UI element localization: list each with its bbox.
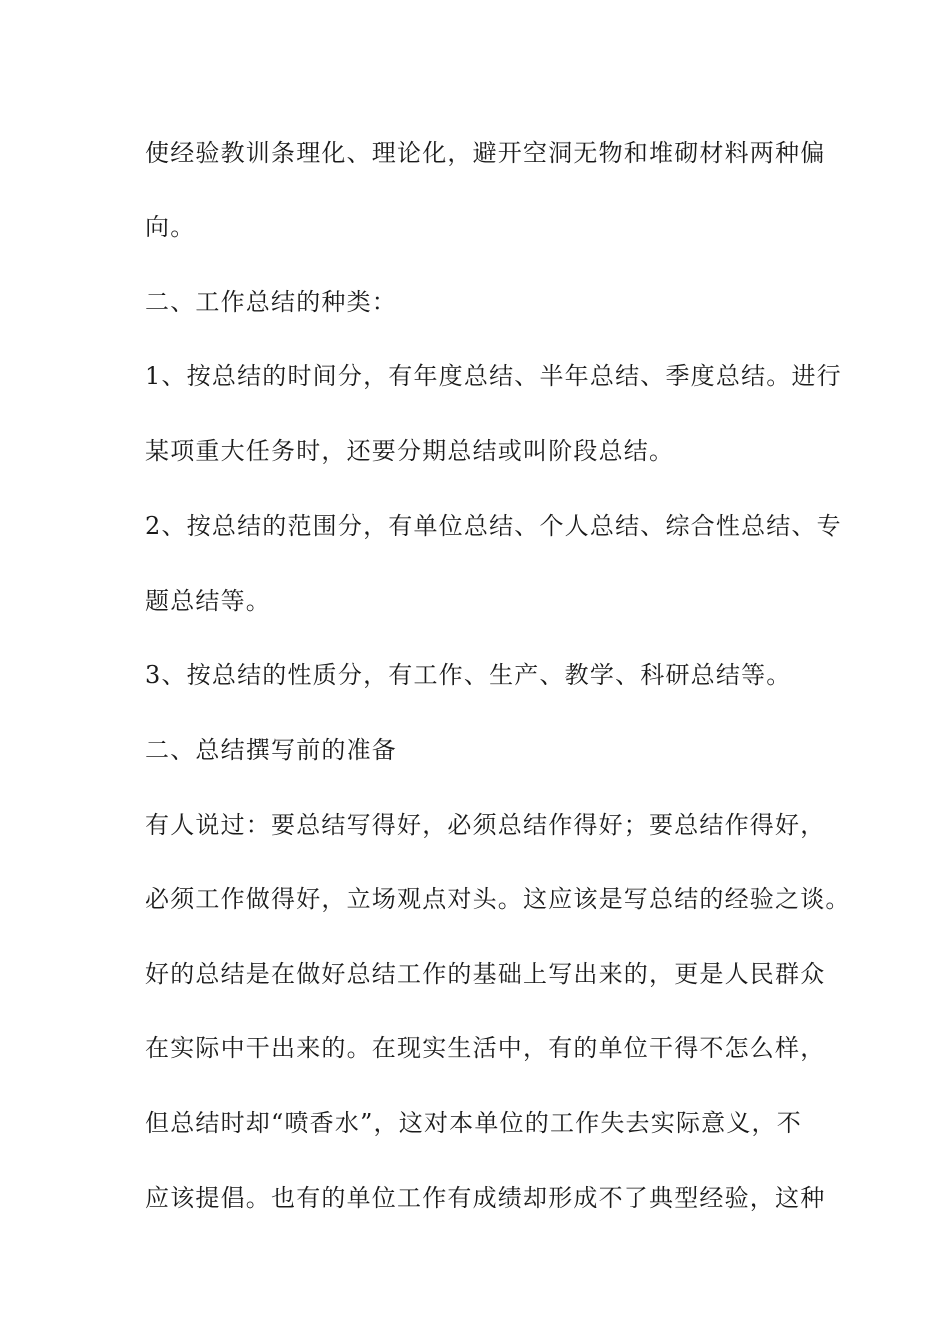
paragraph-line: 1、按总结的时间分，有年度总结、半年总结、季度总结。进行 [145,362,842,390]
paragraph-line: 应该提倡。也有的单位工作有成绩却形成不了典型经验，这种 [145,1184,826,1212]
paragraph-line: 题总结等。 [145,587,271,615]
paragraph-line: 向。 [145,213,196,241]
paragraph-line: 在实际中干出来的。在现实生活中，有的单位干得不怎么样， [145,1034,826,1062]
paragraph-line: 2、按总结的范围分，有单位总结、个人总结、综合性总结、专 [145,512,842,540]
paragraph-line: 某项重大任务时，还要分期总结或叫阶段总结。 [145,437,675,465]
paragraph-line: 使经验教训条理化、理论化，避开空洞无物和堆砌材料两种偏 [145,139,826,167]
paragraph-line: 有人说过：要总结写得好，必须总结作得好；要总结作得好， [145,811,826,839]
paragraph-line: 3、按总结的性质分，有工作、生产、教学、科研总结等。 [145,661,792,689]
paragraph-line: 必须工作做得好，立场观点对头。这应该是写总结的经验之谈。 [145,885,851,913]
section-heading: 二、总结撰写前的准备 [145,736,397,764]
section-heading: 二、工作总结的种类： [145,288,397,316]
paragraph-line: 但总结时却“喷香水”，这对本单位的工作失去实际意义，不 [145,1109,802,1137]
paragraph-line: 好的总结是在做好总结工作的基础上写出来的，更是人民群众 [145,960,826,988]
